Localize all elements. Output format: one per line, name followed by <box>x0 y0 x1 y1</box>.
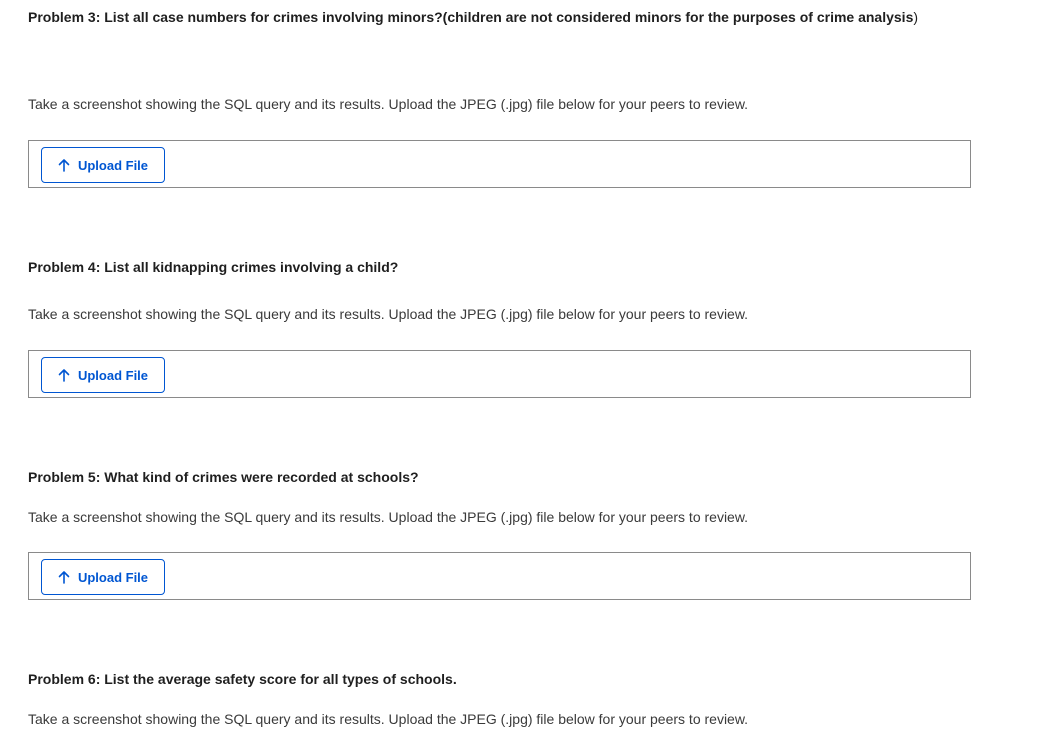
upload-button-label: Upload File <box>77 367 149 383</box>
problem-5-upload-button[interactable] <box>41 559 165 595</box>
problem-4-instruction: Take a screenshot showing the SQL query and its results. Upload the JPEG (.jpg) file below for your peers to review. <box>28 306 749 322</box>
problem-5-instruction: Take a screenshot showing the SQL query and its results. Upload the JPEG (.jpg) file below for your peers to review. <box>28 509 749 525</box>
upload-button-label: Upload File <box>77 157 149 173</box>
arrow-up-icon <box>58 158 70 172</box>
problem-3-title <box>28 8 918 26</box>
problem-6-instruction: Take a screenshot showing the SQL query and its results. Upload the JPEG (.jpg) file below for your peers to review. <box>28 711 749 727</box>
problem-3-title-paren: ) <box>913 9 919 25</box>
problem-5-title: Problem 5: What kind of crimes were recorded at schools? <box>28 469 419 485</box>
arrow-up-icon <box>58 368 70 382</box>
problem-3-upload-button[interactable] <box>41 147 165 183</box>
problem-6-title: Problem 6: List the average safety score for all types of schools. <box>28 671 457 687</box>
problem-4-upload-area <box>28 350 971 398</box>
problem-4-upload-button[interactable] <box>41 357 165 393</box>
problem-4-title: Problem 4: List all kidnapping crimes involving a child? <box>28 259 399 275</box>
upload-button-label: Upload File <box>77 569 149 585</box>
problem-5-upload-area <box>28 552 971 600</box>
problem-3-instruction: Take a screenshot showing the SQL query and its results. Upload the JPEG (.jpg) file below for your peers to review. <box>28 96 749 112</box>
problem-3-title-text: Problem 3: List all case numbers for crimes involving minors?(children are not considered minors for the purposes of crime analysis <box>28 9 914 25</box>
problem-3-upload-area <box>28 140 971 188</box>
arrow-up-icon <box>58 570 70 584</box>
